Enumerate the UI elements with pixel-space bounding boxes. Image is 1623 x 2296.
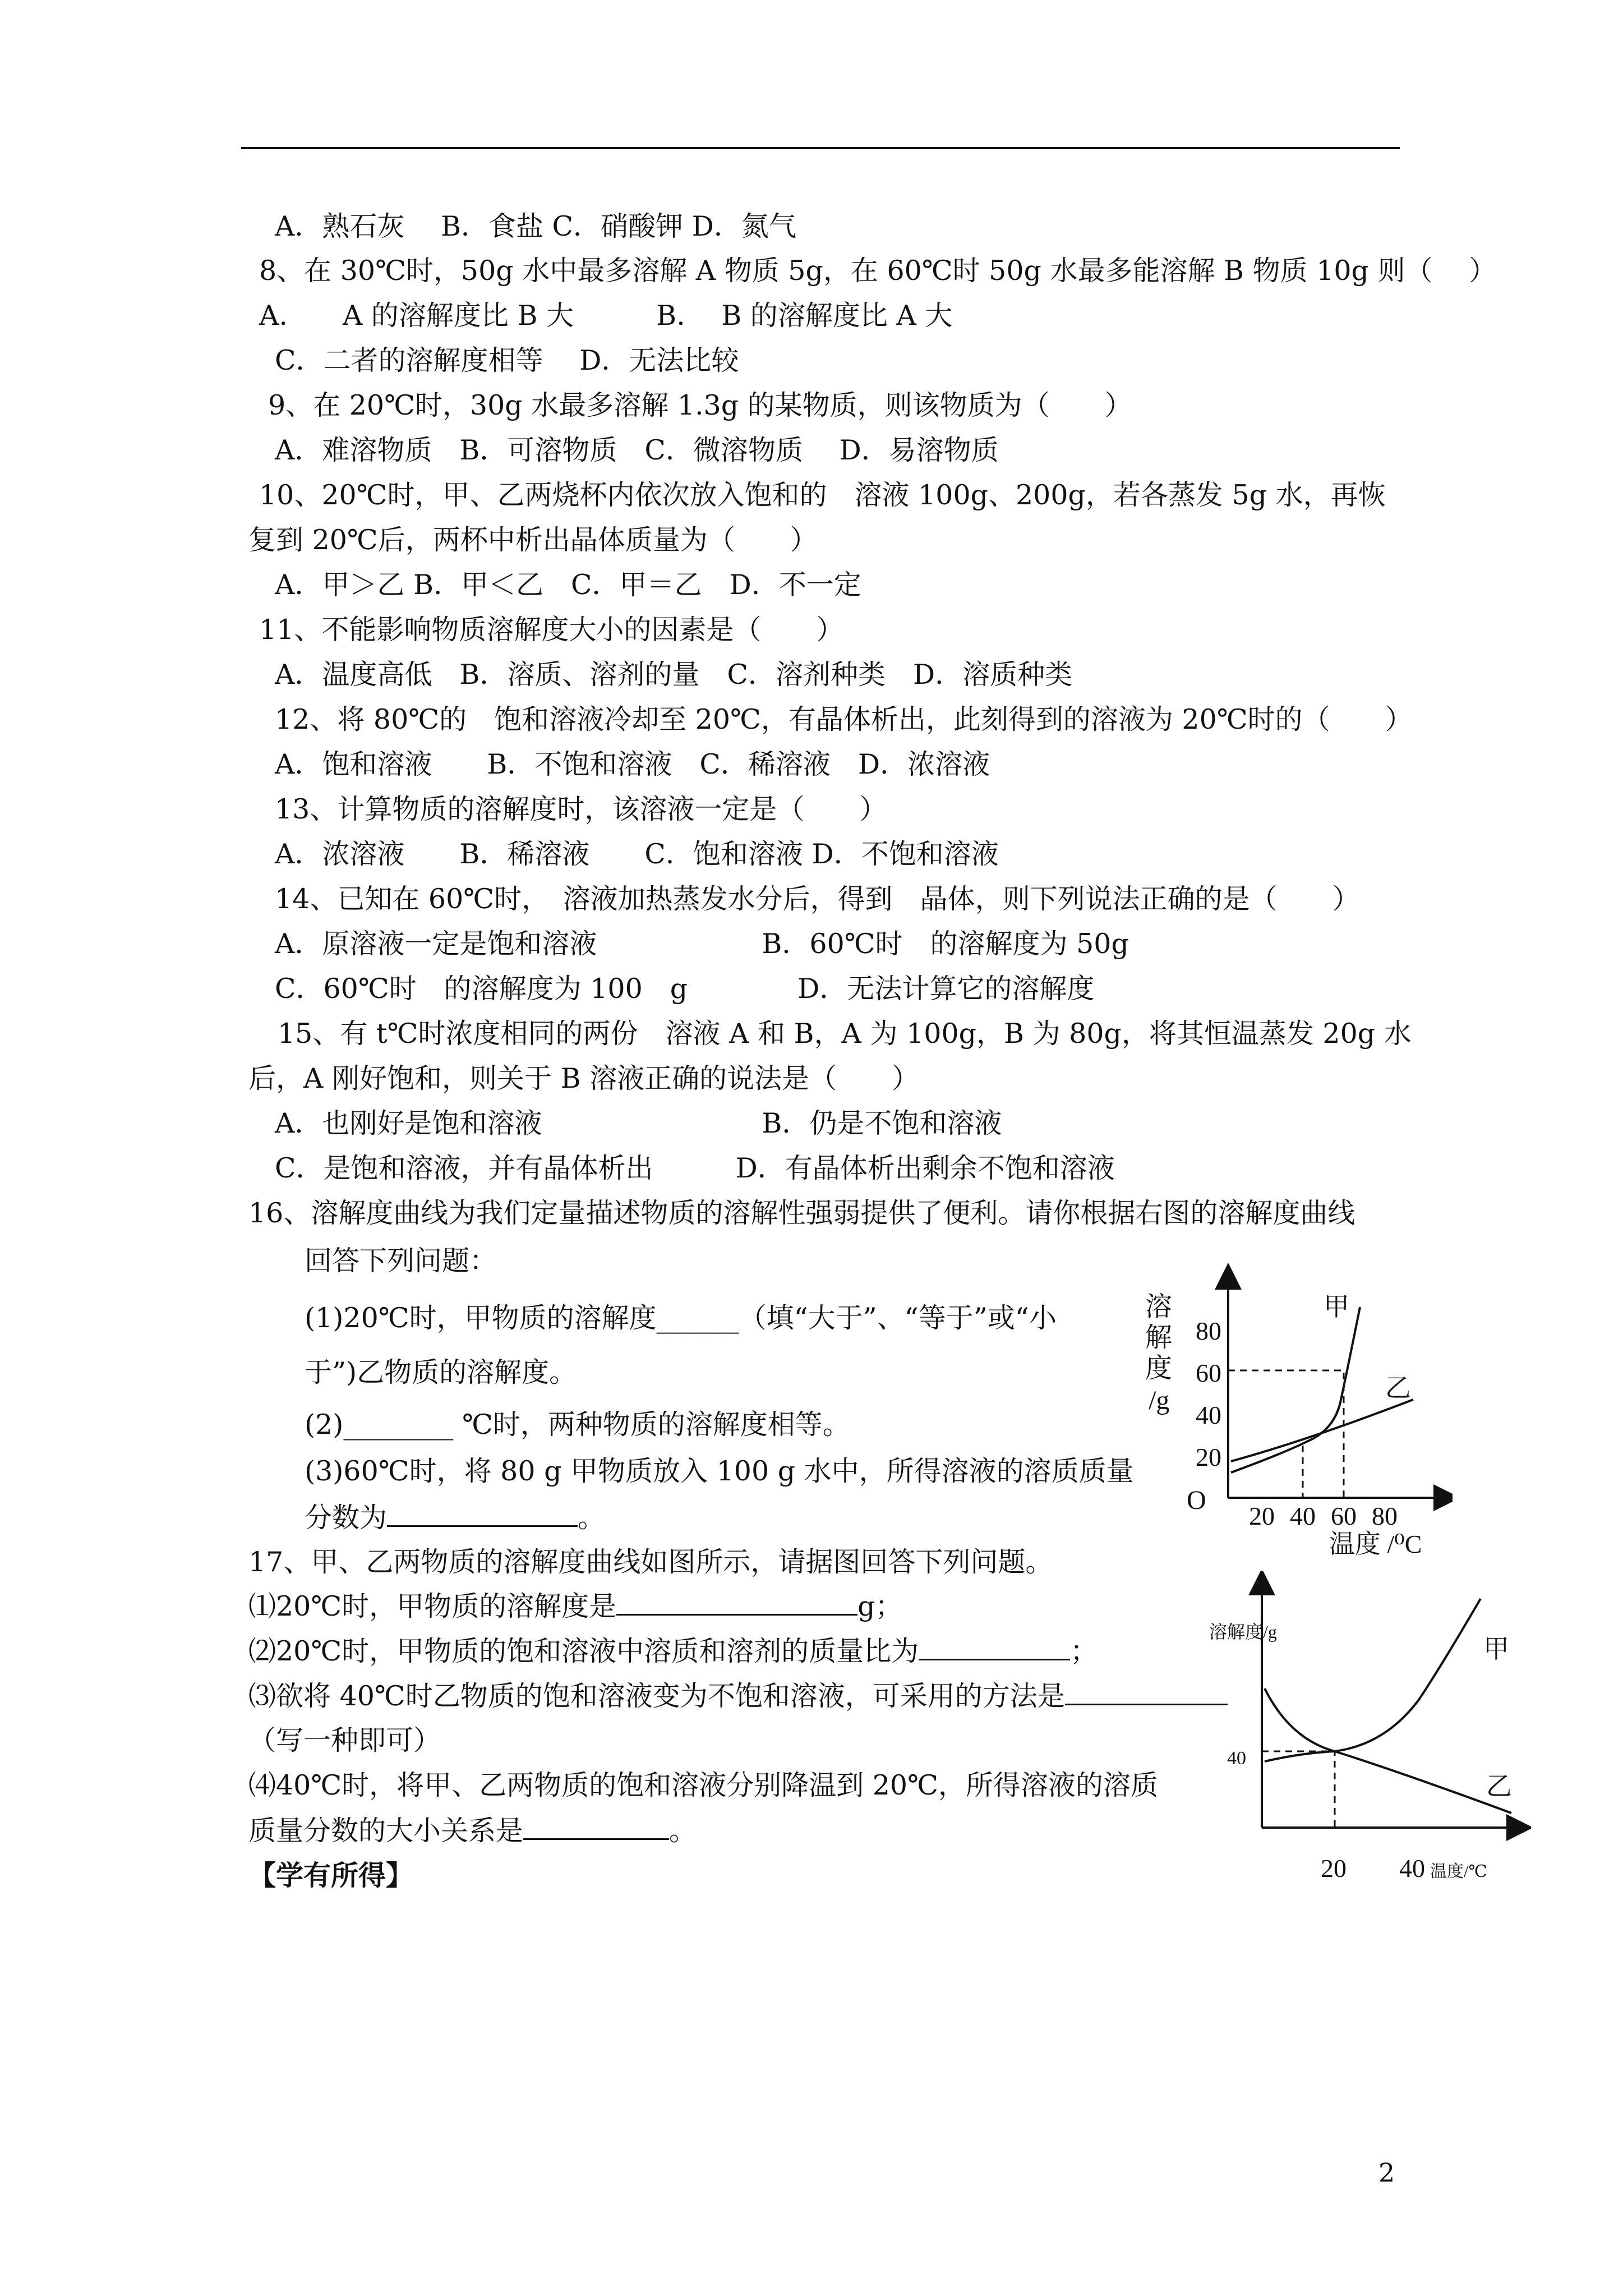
q17-part3-cont: （写一种即可） (248, 1724, 441, 1756)
q11-options: A．温度高低 B．溶质、溶剂的量 C．溶剂种类 D．溶质种类 (275, 659, 1073, 691)
answer-blank (387, 1501, 578, 1527)
q11-stem: 11、不能影响物质溶解度大小的因素是（ ） (259, 614, 844, 646)
q17-part4: ⑷40℃时，将甲、乙两物质的饱和溶液分别降温到 20℃，所得溶液的溶质 (248, 1769, 1158, 1801)
solubility-chart-1 (1138, 1262, 1453, 1559)
q16-part1: (1)20℃时，甲物质的溶解度______（填“大于”、“等于”或“小 (305, 1302, 1057, 1334)
chart2-xtick: 40 (1399, 1854, 1425, 1883)
q12-stem: 12、将 80℃的 饱和溶液冷却至 20℃，有晶体析出，此刻得到的溶液为 20℃时的（ ） (275, 703, 1413, 735)
q8-stem: 8、在 30℃时，50g 水中最多溶解 A 物质 5g，在 60℃时 50g 水最多能溶解 B 物质 10g 则（ ） (259, 255, 1497, 287)
chart2-ytick: 40 (1227, 1748, 1246, 1769)
q15-stem: 15、有 t℃时浓度相同的两份 溶液 A 和 B，A 为 100g，B 为 80g，将其恒温蒸发 20g 水 (278, 1018, 1412, 1050)
chart1-curve-b (1231, 1400, 1413, 1461)
chart1-xtick: 20 (1249, 1502, 1275, 1530)
chart2-xtick: 20 (1321, 1854, 1347, 1883)
q15-options-cd: C．是饱和溶液，并有晶体析出 D．有晶体析出剩余不饱和溶液 (275, 1152, 1115, 1184)
chart2-guide (1262, 1751, 1335, 1828)
chart2-series-a-label: 甲 (1483, 1635, 1509, 1663)
q15-stem-cont: 后，A 刚好饱和，则关于 B 溶液正确的说法是（ ） (248, 1062, 920, 1094)
chart2-curve-a (1265, 1599, 1481, 1761)
q9-stem: 9、在 20℃时，30g 水最多溶解 1.3g 的某物质，则该物质为（ ） (268, 389, 1132, 421)
q16-part3: (3)60℃时，将 80 g 甲物质放入 100 g 水中，所得溶液的溶质质量 (305, 1455, 1134, 1487)
q12-options: A．饱和溶液 B．不饱和溶液 C．稀溶液 D．浓溶液 (275, 748, 990, 780)
chart1-origin: O (1187, 1485, 1206, 1515)
chart1-curve-a (1231, 1307, 1360, 1473)
q16-part2: (2)________ ℃时，两种物质的溶解度相等。 (305, 1409, 850, 1441)
q17-stem: 17、甲、乙两物质的溶解度曲线如图所示，请据图回答下列问题。 (248, 1546, 1053, 1578)
q13-options: A．浓溶液 B．稀溶液 C．饱和溶液 D．不饱和溶液 (275, 838, 999, 870)
q13-stem: 13、计算物质的溶解度时，该溶液一定是（ ） (275, 793, 887, 825)
chart1-ytick: 60 (1196, 1359, 1221, 1387)
chart1-series-a-label: 甲 (1324, 1292, 1349, 1321)
answer-blank (523, 1814, 669, 1840)
q14-options-cd: C．60℃时 的溶解度为 100 g D．无法计算它的溶解度 (275, 973, 1095, 1005)
chart2-ylabel: 溶解度/g (1209, 1622, 1277, 1642)
q17-part4-cont: 质量分数的大小关系是 。 (248, 1815, 697, 1847)
q15-options-ab: A．也刚好是饱和溶液 B．仍是不饱和溶液 (275, 1107, 1002, 1139)
q10-stem-cont: 复到 20℃后，两杯中析出晶体质量为（ ） (248, 524, 818, 556)
chart1-xtick: 80 (1372, 1502, 1398, 1530)
q16-part1-cont: 于”)乙物质的溶解度。 (305, 1356, 577, 1388)
solubility-chart-2 (1206, 1571, 1531, 1896)
q17-part3: ⑶欲将 40℃时乙物质的饱和溶液变为不饱和溶液，可采用的方法是 (248, 1679, 1228, 1713)
chart1-ylabel-char: 解 (1145, 1323, 1173, 1352)
chart1-xtick: 60 (1331, 1502, 1357, 1530)
q17-part1: ⑴20℃时，甲物质的溶解度是 g； (248, 1590, 903, 1622)
q8-options-ab: A. A 的溶解度比 B 大 B. B 的溶解度比 A 大 (259, 300, 953, 332)
q8-options-cd: C．二者的溶解度相等 D．无法比较 (275, 344, 739, 376)
header-rule (241, 147, 1400, 149)
chart2-xlabel: 温度/℃ (1430, 1862, 1487, 1881)
answer-blank (616, 1589, 857, 1616)
answer-blank (919, 1634, 1070, 1660)
chart1-ytick: 40 (1196, 1401, 1221, 1429)
chart1-xticks (1249, 1502, 1398, 1530)
chart1-yticks (1196, 1317, 1221, 1471)
chart1-ylabel (1145, 1292, 1172, 1415)
q7-options: A．熟石灰 B．食盐 C．硝酸钾 D．氮气 (275, 210, 796, 242)
q14-options-ab: A．原溶液一定是饱和溶液 B．60℃时 的溶解度为 50g (275, 928, 1129, 960)
q16-stem-cont: 回答下列问题： (305, 1245, 497, 1277)
chart1-ytick: 20 (1196, 1443, 1221, 1471)
chart1-series-b-label: 乙 (1385, 1374, 1411, 1402)
q16-part3-cont: 分数为 。 (305, 1502, 606, 1534)
q10-options: A．甲＞乙 B．甲＜乙 C．甲＝乙 D．不一定 (275, 569, 861, 601)
q14-stem: 14、已知在 60℃时， 溶液加热蒸发水分后，得到 晶体，则下列说法正确的是（ ） (275, 883, 1360, 915)
chart1-ytick: 80 (1196, 1317, 1221, 1345)
answer-blank (1065, 1679, 1228, 1705)
chart1-xtick: 40 (1290, 1502, 1316, 1530)
chart1-ylabel-char: 溶 (1145, 1292, 1173, 1322)
chart1-ylabel-unit: /g (1149, 1386, 1170, 1415)
q17-part2: ⑵20℃时，甲物质的饱和溶液中溶质和溶剂的质量比为 ； (248, 1635, 1098, 1667)
q9-options: A．难溶物质 B．可溶物质 C．微溶物质 D．易溶物质 (275, 434, 999, 466)
q16-stem: 16、溶解度曲线为我们定量描述物质的溶解性强弱提供了便利。请你根据右图的溶解度曲线 (248, 1197, 1355, 1229)
page-number: 2 (1378, 2157, 1395, 2188)
section-heading: 【学有所得】 (248, 1859, 414, 1892)
chart1-xlabel: 温度 /⁰C (1329, 1530, 1422, 1558)
q10-stem: 10、20℃时，甲、乙两烧杯内依次放入饱和的 溶液 100g、200g，若各蒸发 5g 水，再恢 (259, 479, 1386, 511)
chart1-ylabel-char: 度 (1145, 1354, 1173, 1383)
chart1-guide-60 (1228, 1370, 1344, 1498)
chart2-series-b-label: 乙 (1486, 1772, 1512, 1801)
